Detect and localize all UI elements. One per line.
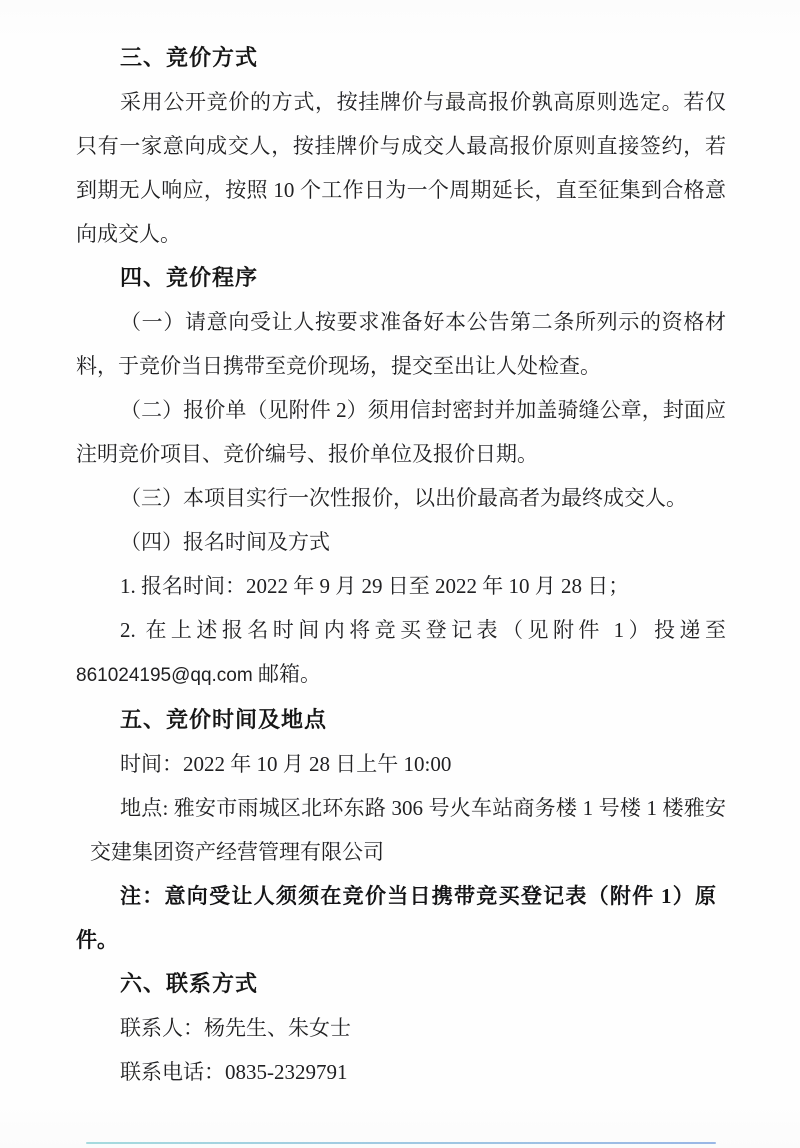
heading-contact-info: 六、联系方式	[120, 971, 259, 996]
bidding-time-text: 时间：2022 年 10 月 28 日上午 10:00	[120, 752, 452, 776]
bidding-location-text: 地点: 雅安市雨城区北环东路 306 号火车站商务楼 1 号楼 1 楼雅安交建集团资产经营管理有限公司	[90, 796, 726, 864]
bottom-accent-line	[86, 1142, 716, 1144]
procedure-item-4: （四）报名时间及方式	[120, 530, 330, 554]
registration-delivery-text	[76, 608, 726, 698]
contact-person-text: 联系人：杨先生、朱女士	[120, 1016, 351, 1040]
registration-delivery-suffix: 邮箱。	[252, 662, 321, 686]
registration-time-text: 1. 报名时间：2022 年 9 月 29 日至 2022 年 10 月 28 日；	[120, 574, 630, 598]
document-body	[76, 36, 726, 1094]
note-text: 注：意向受让人须须在竞价当日携带竞买登记表（附件 1）原件。	[76, 884, 716, 952]
heading-bidding-method: 三、竞价方式	[120, 45, 259, 70]
procedure-item-2: （二）报价单（见附件 2）须用信封密封并加盖骑缝公章，封面应注明竞价项目、竞价编号、报价单位及报价日期。	[76, 398, 726, 466]
contact-phone-text: 联系电话：0835-2329791	[120, 1060, 348, 1084]
heading-bidding-procedure: 四、竞价程序	[120, 265, 259, 290]
registration-delivery-prefix: 2. 在上述报名时间内将竞买登记表（见附件 1）投递至	[120, 618, 726, 642]
procedure-item-3: （三）本项目实行一次性报价，以出价最高者为最终成交人。	[120, 486, 687, 510]
heading-bidding-time-location: 五、竞价时间及地点	[120, 707, 328, 732]
bidding-method-text: 采用公开竞价的方式，按挂牌价与最高报价孰高原则选定。若仅只有一家意向成交人，按挂牌价与成交人最高报价原则直接签约，若到期无人响应，按照 10 个工作日为一个周期延长，直至征集到合格意向成交人。	[76, 90, 726, 246]
procedure-item-1: （一）请意向受让人按要求准备好本公告第二条所列示的资格材料，于竞价当日携带至竞价现场，提交至出让人处检查。	[76, 310, 726, 378]
email-address: 861024195@qq.com	[76, 665, 253, 686]
